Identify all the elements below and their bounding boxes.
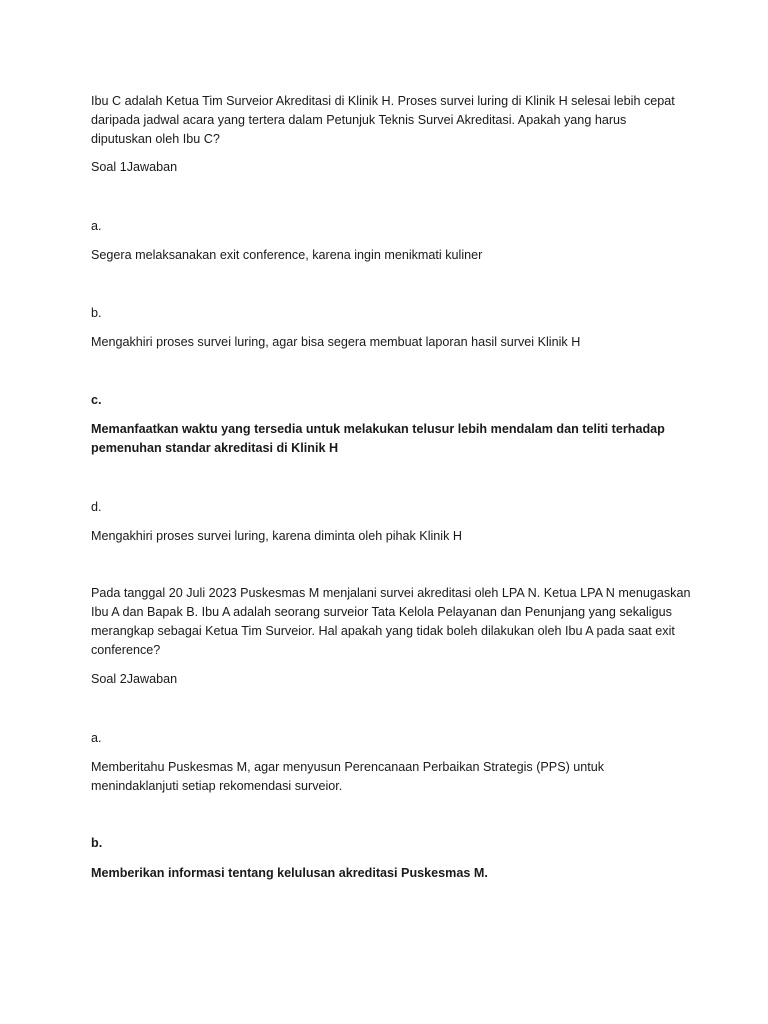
question-2-stem: Pada tanggal 20 Juli 2023 Puskesmas M menjalani survei akreditasi oleh LPA N. Ketua LPA N menugaskan Ibu A dan Bapak B. Ibu A adalah seorang surveior Tata Kelola Pelayanan dan Penunjang yang sekaligus merangkap sebagai Ketua Tim Surveior. Hal apakah yang tidak boleh dilakukan oleh Ibu A pada saat exit conference? — [91, 586, 691, 657]
question-1-option-d-letter: d. — [91, 500, 102, 514]
question-1-option-b-letter: b. — [91, 306, 102, 320]
question-1-option-a-text: Segera melaksanakan exit conference, karena ingin menikmati kuliner — [91, 248, 483, 262]
question-1-option-b-text: Mengakhiri proses survei luring, agar bisa segera membuat laporan hasil survei Klinik H — [91, 335, 581, 349]
question-1-option-c-text: Memanfaatkan waktu yang tersedia untuk melakukan telusur lebih mendalam dan teliti terhadap pemenuhan standar akreditasi di Klinik H — [91, 422, 665, 455]
question-1-label: Soal 1Jawaban — [91, 160, 178, 174]
question-2-option-b-letter: b. — [91, 836, 103, 850]
question-2-option-a-text: Memberitahu Puskesmas M, agar menyusun Perencanaan Perbaikan Strategis (PPS) untuk menindaklanjuti setiap rekomendasi surveior. — [91, 760, 605, 793]
question-2-option-a-letter: a. — [91, 731, 102, 745]
question-2-option-b-text: Memberikan informasi tentang kelulusan akreditasi Puskesmas M. — [91, 866, 488, 880]
question-1-option-a-letter: a. — [91, 219, 102, 233]
question-1-stem: Ibu C adalah Ketua Tim Surveior Akreditasi di Klinik H. Proses survei luring di Klinik H selesai lebih cepat daripada jadwal acara yang tertera dalam Petunjuk Teknis Survei Akreditasi. Apakah yang harus diputuskan oleh Ibu C? — [91, 94, 675, 146]
question-2-label: Soal 2Jawaban — [91, 672, 178, 686]
question-1-option-c-letter: c. — [91, 393, 102, 407]
question-1-option-d-text: Mengakhiri proses survei luring, karena diminta oleh pihak Klinik H — [91, 529, 462, 543]
